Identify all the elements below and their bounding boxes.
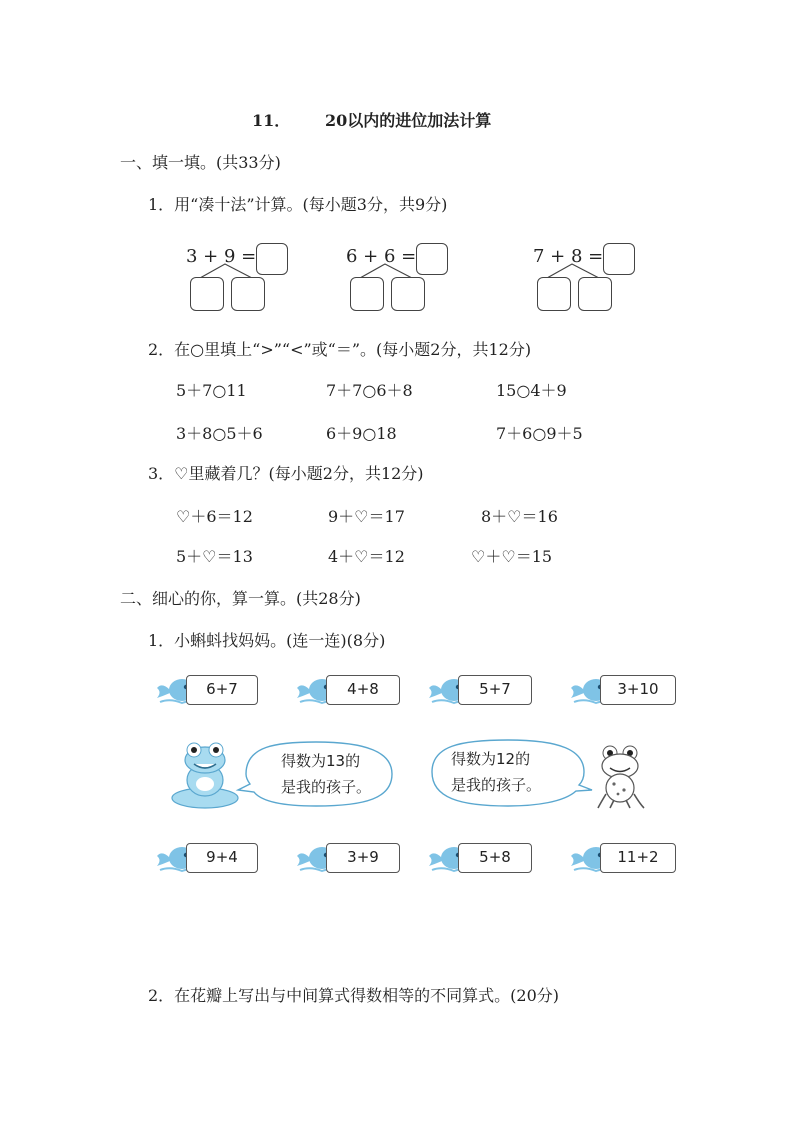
bubble-right-line-2: 是我的孩子。 [451,776,542,794]
split-box-left[interactable] [190,277,224,311]
question-2-2-label: 2．在花瓣上写出与中间算式得数相等的不同算式。(20分) [148,986,560,1005]
bubble-left-line-1: 得数为13的 [281,752,361,770]
question-1-2-label: 2．在○里填上“>”“<”或“＝”。(每小题2分，共12分) [148,340,532,359]
make-ten-equation: 3 + 9 = [186,246,257,267]
heart-item[interactable]: ♡＋6＝12 [176,507,253,526]
tadpole-card[interactable]: 3+9 [326,843,400,873]
split-lines [0,0,1,1]
tadpole-card[interactable]: 4+8 [326,675,400,705]
title-number: 11． [252,111,291,130]
split-box-right[interactable] [578,277,612,311]
split-box-right[interactable] [391,277,425,311]
section2-heading: 二、细心的你，算一算。(共28分) [120,589,361,608]
compare-item[interactable]: 6＋9○18 [326,424,397,443]
heart-item[interactable]: 8＋♡＝16 [481,507,558,526]
question-1-3-label: 3．♡里藏着几？(每小题2分，共12分) [148,464,424,483]
split-box-right[interactable] [231,277,265,311]
make-ten-equation: 6 + 6 = [346,246,417,267]
tadpole-card[interactable]: 5+7 [458,675,532,705]
tadpole-card[interactable]: 9+4 [186,843,258,873]
question-1-1-label: 1．用“凑十法”计算。(每小题3分，共9分) [148,195,448,214]
question-2-1-label: 1．小蝌蚪找妈妈。(连一连)(8分) [148,631,386,650]
section1-heading: 一、填一填。(共33分) [120,153,281,172]
split-box-left[interactable] [350,277,384,311]
page-title: 20以内的进位加法计算 [325,111,492,130]
compare-item[interactable]: 5＋7○11 [176,381,247,400]
make-ten-equation: 7 + 8 = [533,246,604,267]
heart-item[interactable]: ♡＋♡＝15 [471,547,553,566]
tadpole-card[interactable]: 5+8 [458,843,532,873]
compare-item[interactable]: 7＋7○6＋8 [326,381,413,400]
tadpole-card[interactable]: 6+7 [186,675,258,705]
bubble-left-line-2: 是我的孩子。 [281,778,372,796]
compare-item[interactable]: 3＋8○5＋6 [176,424,263,443]
tadpole-card[interactable]: 11+2 [600,843,676,873]
compare-item[interactable]: 15○4＋9 [496,381,567,400]
tadpole-card[interactable]: 3+10 [600,675,676,705]
answer-box[interactable] [256,243,288,275]
answer-box[interactable] [603,243,635,275]
bubble-right-line-1: 得数为12的 [451,750,531,768]
heart-item[interactable]: 9＋♡＝17 [328,507,405,526]
frog-left-icon [170,740,240,810]
frog-right-icon [596,744,646,810]
heart-item[interactable]: 4＋♡＝12 [328,547,405,566]
answer-box[interactable] [416,243,448,275]
compare-item[interactable]: 7＋6○9＋5 [496,424,583,443]
heart-item[interactable]: 5＋♡＝13 [176,547,253,566]
split-box-left[interactable] [537,277,571,311]
